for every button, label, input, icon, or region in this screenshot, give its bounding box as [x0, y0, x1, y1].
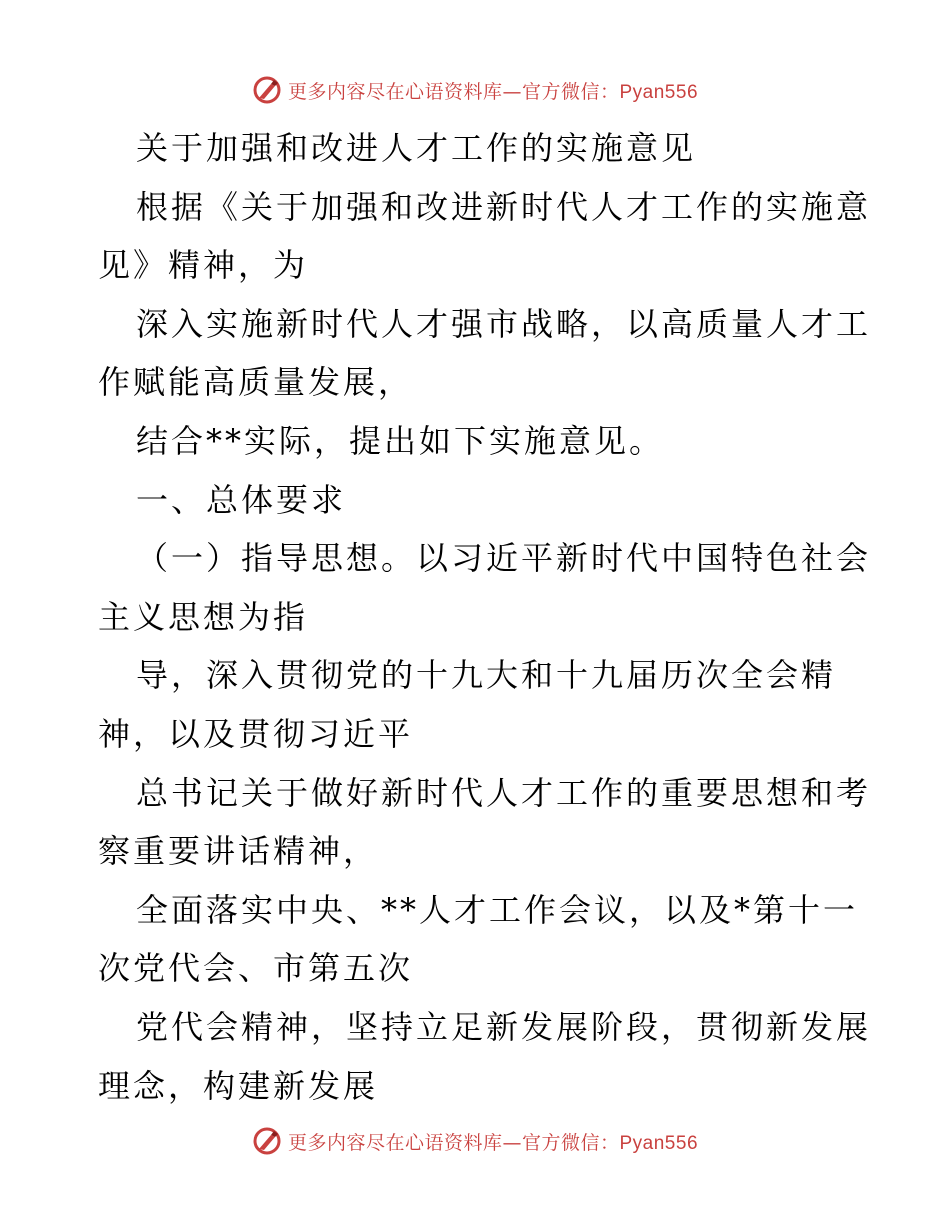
pen-circle-logo-icon — [252, 75, 282, 105]
document-line: 根据《关于加强和改进新时代人才工作的实施意 — [136, 187, 872, 226]
document-line: 神，以及贯彻习近平 — [98, 714, 414, 753]
footer-banner-brand: Pyan556 — [619, 1132, 699, 1154]
footer-banner — [0, 1121, 950, 1161]
document-line: 次党代会、市第五次 — [98, 949, 414, 988]
footer-banner-text — [288, 1128, 698, 1155]
document-line: 总书记关于做好新时代人才工作的重要思想和考 — [136, 773, 872, 812]
footer-banner-caption: 更多内容尽在心语资料库—官方微信： — [287, 1131, 620, 1154]
document-line: 关于加强和改进人才工作的实施意见 — [136, 129, 697, 167]
pen-circle-logo-icon — [252, 1126, 282, 1156]
document-line: 察重要讲话精神， — [98, 832, 379, 871]
document-line: 见》精神，为 — [98, 246, 309, 285]
document-line: 全面落实中央、**人才工作会议，以及*第十一 — [136, 890, 859, 929]
header-banner — [0, 70, 950, 110]
document-line: 一、总体要求 — [136, 480, 347, 519]
document-line: 理念，构建新发展 — [98, 1066, 379, 1105]
document-line: 主义思想为指 — [98, 597, 309, 636]
document-line: 导，深入贯彻党的十九大和十九届历次全会精 — [136, 656, 837, 695]
document-line: 深入实施新时代人才强市战略，以高质量人才工 — [136, 304, 872, 343]
document-line: 党代会精神，坚持立足新发展阶段，贯彻新发展 — [136, 1007, 872, 1046]
document-line: 结合**实际，提出如下实施意见。 — [136, 421, 665, 460]
document-line: 作赋能高质量发展， — [98, 363, 414, 402]
header-banner-caption: 更多内容尽在心语资料库—官方微信： — [287, 80, 620, 103]
document-body — [98, 119, 872, 1115]
header-banner-brand: Pyan556 — [619, 81, 699, 103]
document-line: （一）指导思想。以习近平新时代中国特色社会 — [136, 539, 872, 578]
header-banner-text — [288, 77, 698, 104]
